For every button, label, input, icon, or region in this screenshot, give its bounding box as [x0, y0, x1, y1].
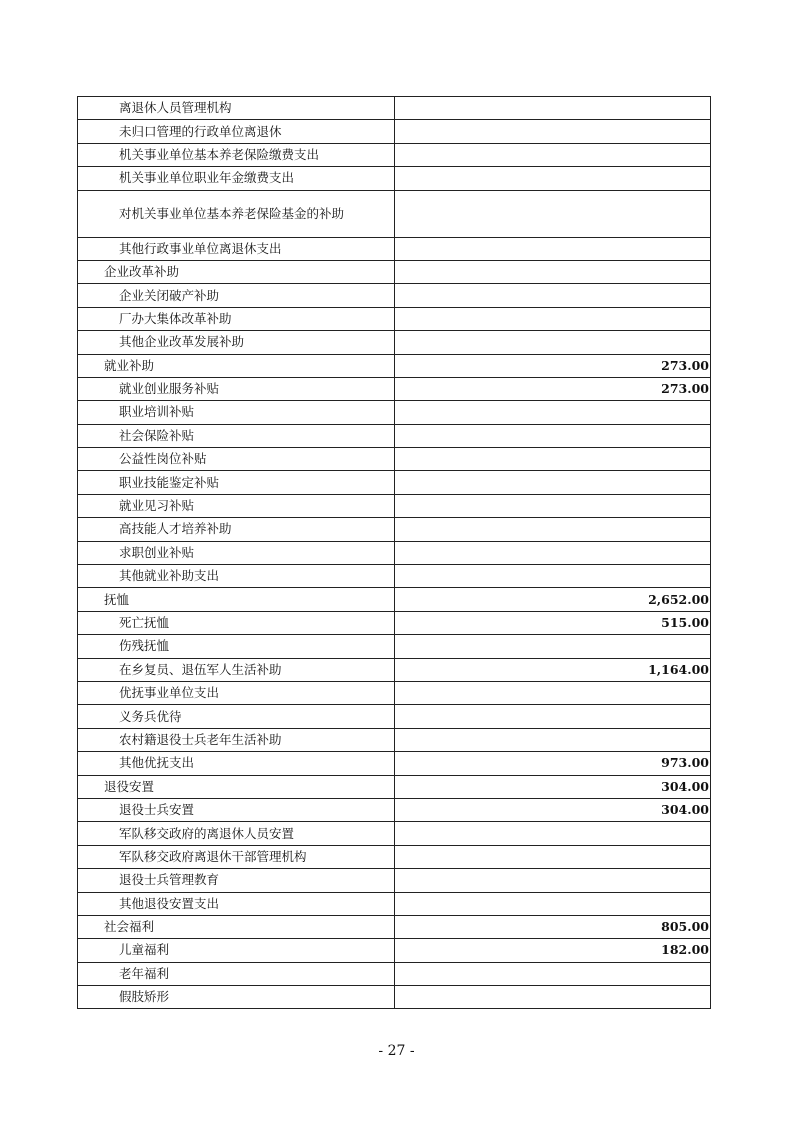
- row-name: 其他退役安置支出: [78, 892, 395, 915]
- table-row: [78, 284, 711, 307]
- row-value: [395, 97, 711, 120]
- table-row: [78, 915, 711, 938]
- row-name: 其他企业改革发展补助: [78, 331, 395, 354]
- row-name: 就业见习补贴: [78, 494, 395, 517]
- row-name: 公益性岗位补贴: [78, 448, 395, 471]
- table-row: [78, 260, 711, 283]
- row-name: 企业改革补助: [78, 260, 395, 283]
- row-name: 机关事业单位基本养老保险缴费支出: [78, 143, 395, 166]
- row-name: 职业技能鉴定补贴: [78, 471, 395, 494]
- row-value: [395, 845, 711, 868]
- table-row: [78, 518, 711, 541]
- row-value: [395, 167, 711, 190]
- row-value: [395, 494, 711, 517]
- table-row: [78, 354, 711, 377]
- table-row: [78, 798, 711, 821]
- table-row: [78, 681, 711, 704]
- page-number: - 27 -: [378, 1043, 415, 1059]
- row-name: 高技能人才培养补助: [78, 518, 395, 541]
- table-row: [78, 658, 711, 681]
- table-row: [78, 331, 711, 354]
- row-name: 企业关闭破产补助: [78, 284, 395, 307]
- table-row: [78, 448, 711, 471]
- row-value: [395, 705, 711, 728]
- row-value: [395, 986, 711, 1009]
- row-value: 182.00: [395, 939, 711, 962]
- row-value: [395, 190, 711, 237]
- row-name: 军队移交政府的离退休人员安置: [78, 822, 395, 845]
- row-value: 515.00: [395, 611, 711, 634]
- table-row: [78, 822, 711, 845]
- row-name: 机关事业单位职业年金缴费支出: [78, 167, 395, 190]
- row-value: [395, 822, 711, 845]
- row-value: [395, 565, 711, 588]
- row-name: 就业创业服务补贴: [78, 377, 395, 400]
- table-row: [78, 752, 711, 775]
- row-name: 社会保险补贴: [78, 424, 395, 447]
- table-row: [78, 892, 711, 915]
- row-value: [395, 471, 711, 494]
- row-value: [395, 962, 711, 985]
- table-row: [78, 190, 711, 237]
- row-value: 273.00: [395, 354, 711, 377]
- row-value: [395, 401, 711, 424]
- table-row: [78, 775, 711, 798]
- table-row: [78, 401, 711, 424]
- row-value: [395, 869, 711, 892]
- table-row: [78, 377, 711, 400]
- row-name: 离退休人员管理机构: [78, 97, 395, 120]
- row-name: 军队移交政府离退休干部管理机构: [78, 845, 395, 868]
- row-value: [395, 518, 711, 541]
- table-row: [78, 588, 711, 611]
- row-value: 273.00: [395, 377, 711, 400]
- row-name: 在乡复员、退伍军人生活补助: [78, 658, 395, 681]
- row-name: 老年福利: [78, 962, 395, 985]
- row-value: [395, 284, 711, 307]
- table-row: [78, 471, 711, 494]
- row-value: 304.00: [395, 798, 711, 821]
- table-row: [78, 97, 711, 120]
- row-name: 优抚事业单位支出: [78, 681, 395, 704]
- row-name: 社会福利: [78, 915, 395, 938]
- row-value: [395, 331, 711, 354]
- table-row: [78, 565, 711, 588]
- row-value: [395, 448, 711, 471]
- row-name: 其他行政事业单位离退休支出: [78, 237, 395, 260]
- row-value: 973.00: [395, 752, 711, 775]
- table-row: [78, 424, 711, 447]
- table-row: [78, 494, 711, 517]
- row-name: 退役士兵管理教育: [78, 869, 395, 892]
- row-value: [395, 728, 711, 751]
- row-name: 农村籍退役士兵老年生活补助: [78, 728, 395, 751]
- row-value: [395, 635, 711, 658]
- row-value: [395, 260, 711, 283]
- table-row: [78, 143, 711, 166]
- row-value: 2,652.00: [395, 588, 711, 611]
- table-row: [78, 307, 711, 330]
- row-value: [395, 424, 711, 447]
- row-name: 对机关事业单位基本养老保险基金的补助: [78, 190, 395, 237]
- row-value: 1,164.00: [395, 658, 711, 681]
- row-value: [395, 120, 711, 143]
- row-name: 未归口管理的行政单位离退休: [78, 120, 395, 143]
- table-row: [78, 705, 711, 728]
- row-name: 伤残抚恤: [78, 635, 395, 658]
- row-name: 义务兵优待: [78, 705, 395, 728]
- row-value: [395, 307, 711, 330]
- row-name: 求职创业补贴: [78, 541, 395, 564]
- row-name: 儿童福利: [78, 939, 395, 962]
- row-value: [395, 143, 711, 166]
- table-row: [78, 541, 711, 564]
- table-row: [78, 237, 711, 260]
- row-value: [395, 681, 711, 704]
- table-row: [78, 120, 711, 143]
- row-name: 抚恤: [78, 588, 395, 611]
- row-name: 其他就业补助支出: [78, 565, 395, 588]
- row-name: 退役安置: [78, 775, 395, 798]
- table-row: [78, 869, 711, 892]
- row-name: 退役士兵安置: [78, 798, 395, 821]
- table-row: [78, 986, 711, 1009]
- row-name: 假肢矫形: [78, 986, 395, 1009]
- row-name: 厂办大集体改革补助: [78, 307, 395, 330]
- table-row: [78, 728, 711, 751]
- row-value: 304.00: [395, 775, 711, 798]
- table-row: [78, 939, 711, 962]
- table-row: [78, 611, 711, 634]
- table-row: [78, 845, 711, 868]
- row-name: 职业培训补贴: [78, 401, 395, 424]
- row-value: [395, 541, 711, 564]
- expenditure-table: [77, 96, 711, 1009]
- row-name: 死亡抚恤: [78, 611, 395, 634]
- row-value: [395, 892, 711, 915]
- row-value: [395, 237, 711, 260]
- row-name: 其他优抚支出: [78, 752, 395, 775]
- table-row: [78, 635, 711, 658]
- row-name: 就业补助: [78, 354, 395, 377]
- row-value: 805.00: [395, 915, 711, 938]
- table-row: [78, 167, 711, 190]
- table-row: [78, 962, 711, 985]
